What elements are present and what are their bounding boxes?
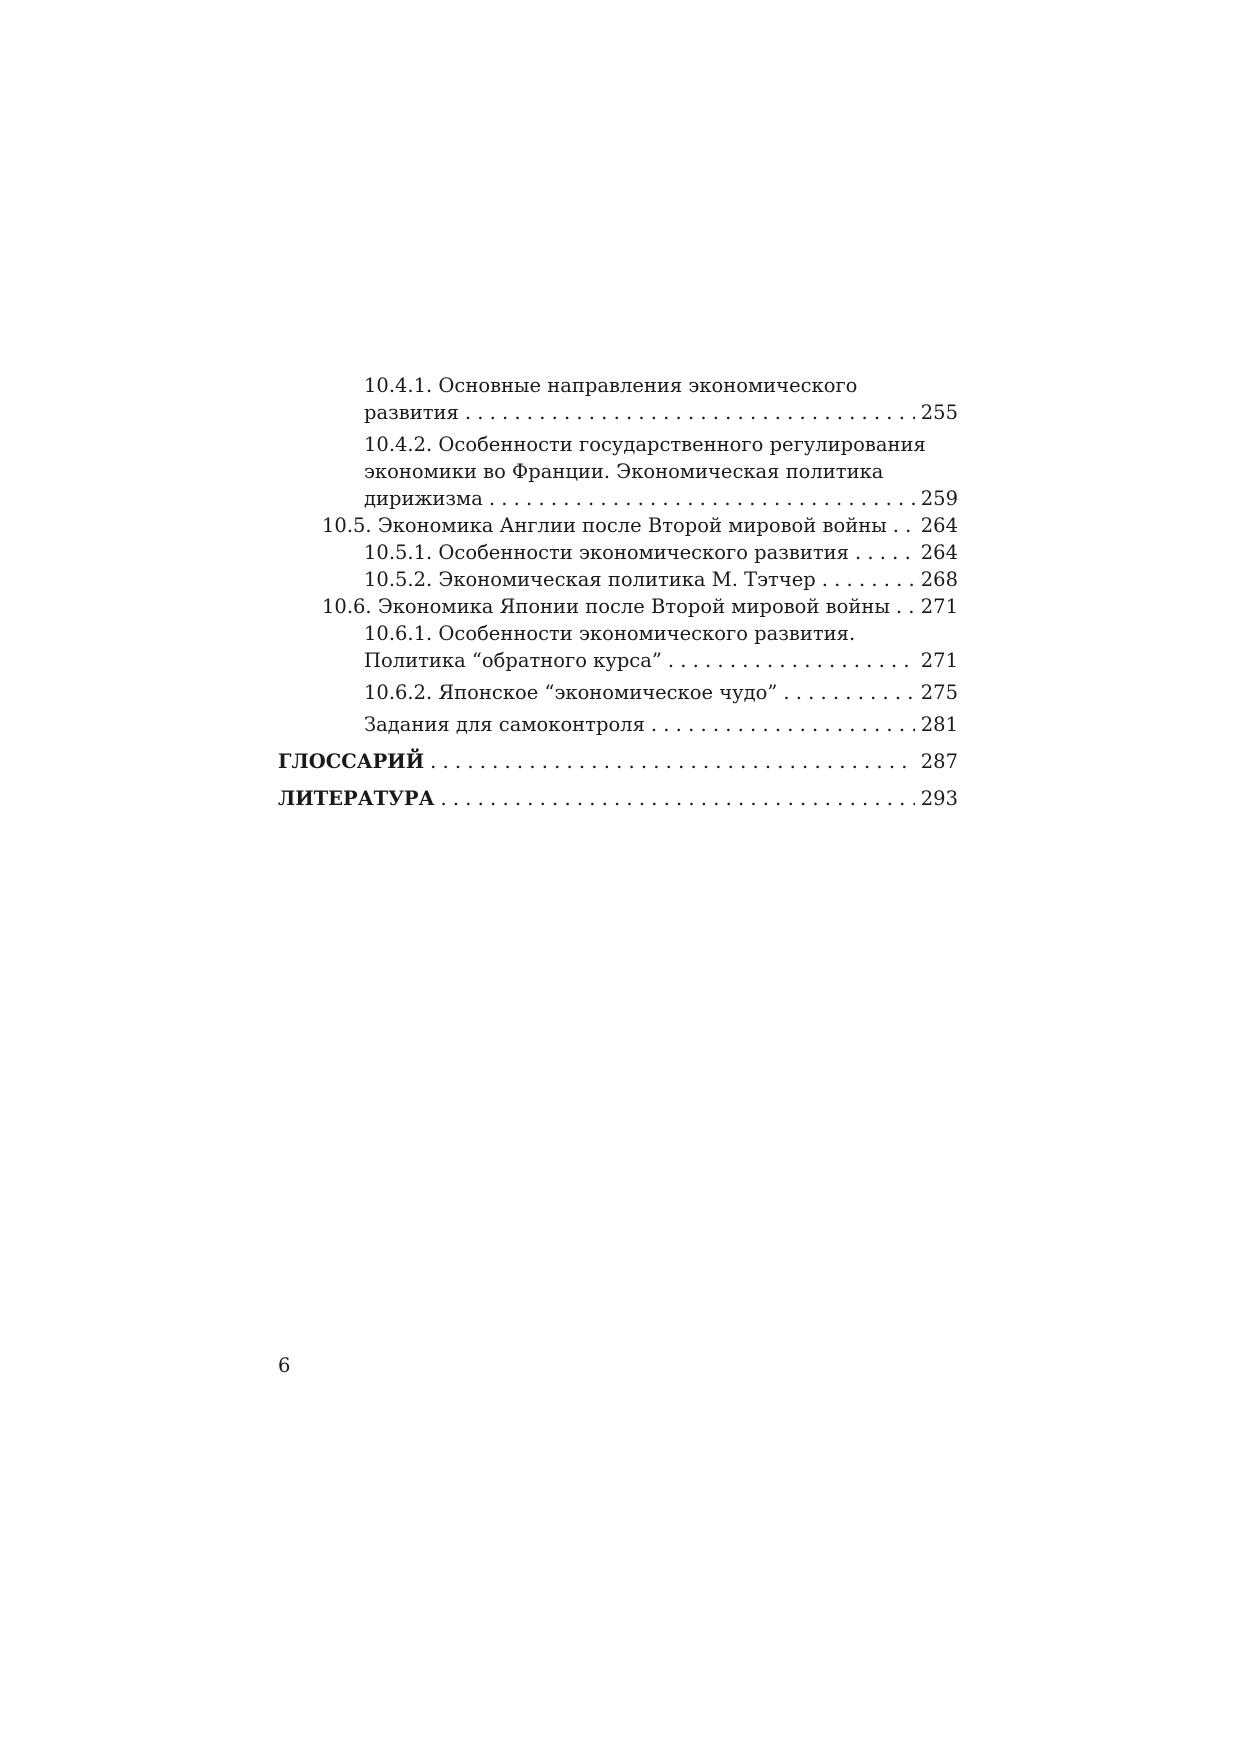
toc-entry-glossary[interactable] [278,748,958,775]
toc-page-number: 264 [920,514,958,537]
toc-entry-10-5[interactable] [278,512,958,539]
toc-entry-text: Задания для самоконтроля [364,713,645,736]
toc-entry-text: 10.5. Экономика Англии после Второй мировой войны [322,514,887,537]
toc-entry-text: 10.5.2. Экономическая политика М. Тэтчер [364,568,816,591]
toc-page-number: 268 [920,568,958,591]
toc-entry-text: 10.6.1. Особенности экономического развития. [364,622,856,645]
dot-leader [430,748,915,775]
toc-page-number: 275 [920,681,958,704]
toc-entry-text: 10.4.2. Особенности государственного регулирования [364,433,926,456]
toc-page-number: 259 [920,487,958,510]
dot-leader [489,485,915,512]
toc-entry-text: 10.5.1. Особенности экономического развития [364,541,849,564]
dot-leader [465,399,915,426]
dot-leader [822,566,915,593]
toc-entry-text: развития [364,401,459,424]
toc-entry-text: 10.6.2. Японское “экономическое чудо” [364,681,778,704]
dot-leader [668,647,915,674]
toc-entry-10-5-2[interactable] [278,566,958,593]
toc-entry-self-check[interactable] [278,711,958,738]
toc-page-number: 255 [920,401,958,424]
toc-entry-10-4-1[interactable] [278,372,958,426]
toc-entry-text: дирижизма [364,487,483,510]
toc-page-number: 271 [920,649,958,672]
toc-entry-text: ЛИТЕРАТУРА [278,787,435,810]
table-of-contents [278,372,958,812]
toc-entry-10-6-2[interactable] [278,679,958,706]
toc-entry-text: экономики во Франции. Экономическая политика [364,460,884,483]
toc-page-number: 271 [920,595,958,618]
dot-leader [651,711,915,738]
dot-leader [783,679,914,706]
toc-entry-10-6[interactable] [278,593,958,620]
toc-entry-literature[interactable] [278,785,958,812]
toc-page-number: 293 [920,787,958,810]
toc-entry-10-4-2[interactable] [278,431,958,512]
toc-entry-text: 10.4.1. Основные направления экономического [364,374,858,397]
toc-entry-text: 10.6. Экономика Японии после Второй мировой войны [322,595,890,618]
toc-entry-10-6-1[interactable] [278,620,958,674]
toc-page-number: 287 [920,750,958,773]
dot-leader [855,539,915,566]
page-number: 6 [278,1354,291,1377]
toc-entry-text: ГЛОССАРИЙ [278,750,425,773]
toc-entry-10-5-1[interactable] [278,539,958,566]
dot-leader [896,593,915,620]
toc-page-number: 264 [920,541,958,564]
dot-leader [893,512,915,539]
toc-entry-text: Политика “обратного курса” [364,649,662,672]
dot-leader [440,785,914,812]
toc-page-number: 281 [920,713,958,736]
